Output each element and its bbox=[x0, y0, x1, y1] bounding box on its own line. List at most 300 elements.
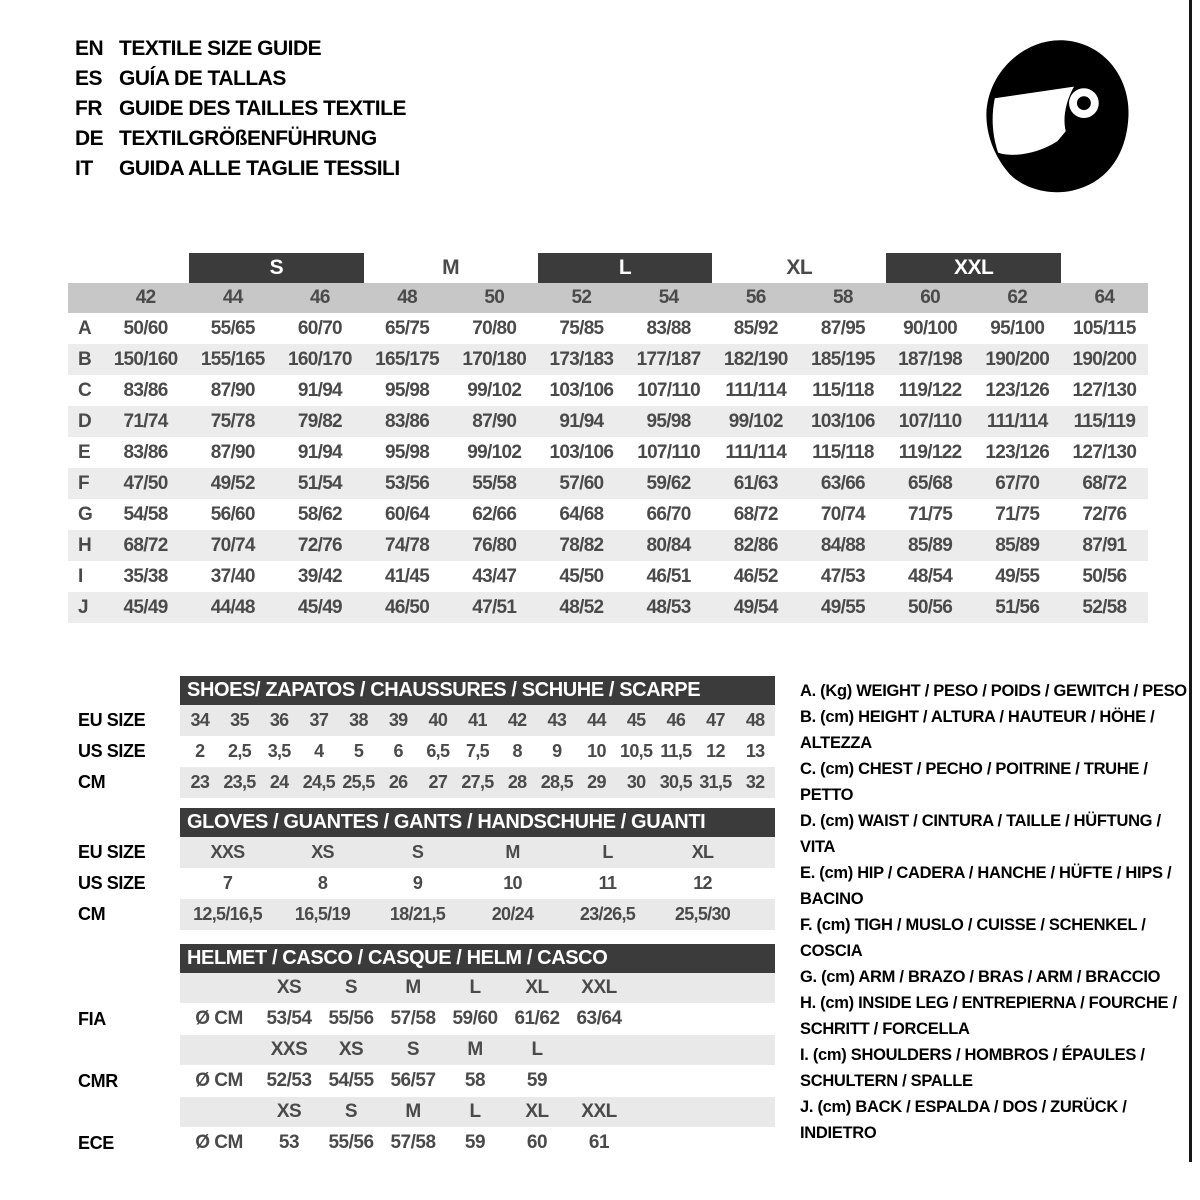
gloves-value: XXS bbox=[210, 842, 245, 862]
language-row bbox=[75, 94, 406, 124]
gloves-value: 8 bbox=[317, 873, 328, 893]
shoes-value: 2,5 bbox=[228, 741, 251, 761]
gloves-value: 23/26,5 bbox=[579, 904, 636, 924]
shoes-value: 25,5 bbox=[342, 772, 375, 792]
gloves-value: 18/21,5 bbox=[389, 904, 446, 924]
size-value: 68/72 bbox=[733, 503, 778, 525]
size-value: 91/94 bbox=[297, 379, 342, 401]
size-value: 127/130 bbox=[1072, 441, 1137, 463]
shoes-value: 30,5 bbox=[659, 772, 692, 792]
helmet-size: L bbox=[531, 1039, 543, 1060]
size-group-s: S bbox=[189, 253, 363, 283]
size-value: 50/60 bbox=[123, 317, 168, 339]
shoes-value: 47 bbox=[706, 710, 725, 730]
shoes-size-table bbox=[78, 676, 775, 798]
shoes-value: 46 bbox=[666, 710, 686, 730]
size-value: 187/198 bbox=[898, 348, 962, 370]
shoes-value: 27,5 bbox=[461, 772, 494, 792]
helmet-value: 53/54 bbox=[266, 1008, 312, 1029]
gloves-value: 12,5/16,5 bbox=[193, 904, 262, 924]
shoes-value: 12 bbox=[706, 741, 725, 761]
shoes-value: 42 bbox=[507, 710, 527, 730]
shoes-value: 36 bbox=[269, 710, 289, 730]
language-row bbox=[75, 34, 406, 64]
size-value: 68/72 bbox=[123, 534, 168, 556]
helmet-size: XL bbox=[525, 1101, 549, 1122]
size-number: 52 bbox=[571, 287, 592, 308]
helmet-value: 59/60 bbox=[452, 1008, 498, 1029]
size-value: 48/54 bbox=[908, 565, 953, 587]
helmet-value: 63/64 bbox=[576, 1008, 622, 1029]
size-number: 48 bbox=[397, 287, 417, 308]
helmet-value: 61 bbox=[588, 1132, 610, 1153]
size-value: 48/52 bbox=[559, 596, 604, 618]
size-value: 76/80 bbox=[472, 534, 517, 556]
shoes-value: 7,5 bbox=[466, 741, 489, 761]
textile-size-table bbox=[68, 253, 1148, 623]
shoes-value: 23 bbox=[190, 772, 210, 792]
size-value: 107/110 bbox=[637, 441, 700, 463]
size-value: 107/110 bbox=[637, 379, 700, 401]
size-value: 91/94 bbox=[297, 441, 342, 463]
size-number: 58 bbox=[833, 287, 853, 308]
size-value: 170/180 bbox=[462, 348, 527, 370]
helmet-value: 52/53 bbox=[266, 1070, 312, 1091]
language-title: TEXTILGRÖßENFÜHRUNG bbox=[119, 127, 377, 150]
language-row bbox=[75, 154, 406, 184]
legend-item: I. (cm) SHOULDERS / HOMBROS / ÉPAULES / SCHULTERN / SPALLE bbox=[800, 1046, 1145, 1090]
size-value: 44/48 bbox=[210, 596, 255, 618]
shoes-value: 37 bbox=[309, 710, 329, 730]
shoes-value: 44 bbox=[587, 710, 606, 730]
size-value: 119/122 bbox=[898, 379, 962, 401]
legend-item: C. (cm) CHEST / PECHO / POITRINE / TRUHE / PETTO bbox=[800, 760, 1148, 804]
measurement-row-b bbox=[68, 344, 1148, 375]
gloves-value: S bbox=[411, 842, 424, 862]
measurement-row-f bbox=[68, 468, 1148, 499]
size-value: 190/200 bbox=[1072, 348, 1137, 370]
shoes-value: 4 bbox=[314, 741, 324, 761]
size-value: 84/88 bbox=[820, 534, 865, 556]
size-value: 70/74 bbox=[820, 503, 865, 525]
size-value: 45/50 bbox=[559, 565, 604, 587]
helmet-size bbox=[568, 1035, 630, 1065]
size-number: 46 bbox=[310, 287, 330, 308]
size-group-m: M bbox=[442, 256, 460, 279]
size-value: 50/56 bbox=[908, 596, 953, 618]
size-value: 103/106 bbox=[549, 441, 614, 463]
helmet-value: 55/56 bbox=[328, 1008, 374, 1029]
language-code: FR bbox=[75, 97, 102, 120]
size-value: 46/50 bbox=[385, 596, 430, 618]
size-value: 50/56 bbox=[1082, 565, 1127, 587]
size-value: 60/64 bbox=[385, 503, 430, 525]
shoes-value: 45 bbox=[626, 710, 646, 730]
size-value: 87/90 bbox=[210, 379, 255, 401]
size-value: 127/130 bbox=[1072, 379, 1137, 401]
helmet-size: XS bbox=[338, 1039, 364, 1060]
size-value: 49/52 bbox=[210, 472, 255, 494]
helmet-sizes-row-ece bbox=[180, 1097, 775, 1127]
helmet-size: XXS bbox=[270, 1039, 308, 1060]
helmet-value: 53 bbox=[278, 1132, 300, 1153]
size-value: 111/114 bbox=[725, 441, 787, 463]
corner-spacer bbox=[68, 253, 102, 283]
measurement-row-e bbox=[68, 437, 1148, 468]
size-value: 190/200 bbox=[985, 348, 1050, 370]
size-number: 56 bbox=[745, 287, 766, 308]
size-value: 83/86 bbox=[123, 379, 168, 401]
size-number: 50 bbox=[484, 287, 505, 308]
shoes-value: 34 bbox=[190, 710, 210, 730]
gloves-value: L bbox=[602, 842, 613, 862]
shoes-value: 24 bbox=[269, 772, 289, 792]
size-value: 75/78 bbox=[210, 410, 255, 432]
size-value: 47/53 bbox=[820, 565, 865, 587]
size-value: 70/74 bbox=[210, 534, 255, 556]
size-value: 87/90 bbox=[472, 410, 517, 432]
measurement-row-j bbox=[68, 592, 1148, 623]
shoes-value: 9 bbox=[552, 741, 562, 761]
helmet-standard-label: FIA bbox=[78, 1008, 106, 1029]
helmet-size: XXL bbox=[581, 977, 617, 998]
size-number: 54 bbox=[658, 287, 679, 308]
measurement-row-c bbox=[68, 375, 1148, 406]
measurement-row-h bbox=[68, 530, 1148, 561]
size-value: 66/70 bbox=[646, 503, 691, 525]
size-value: 45/49 bbox=[123, 596, 168, 618]
language-code: DE bbox=[75, 127, 104, 150]
shoes-value: 5 bbox=[353, 741, 364, 761]
shoes-row bbox=[78, 736, 775, 767]
size-value: 67/70 bbox=[995, 472, 1040, 494]
shoes-row-label: EU SIZE bbox=[78, 710, 146, 730]
helmet-table-rows bbox=[78, 973, 775, 1159]
helmet-standard-label: ECE bbox=[78, 1132, 114, 1153]
gloves-value: 20/24 bbox=[491, 904, 534, 924]
shoes-value: 39 bbox=[388, 710, 408, 730]
row-label: G bbox=[78, 503, 93, 525]
size-value: 115/118 bbox=[812, 441, 874, 463]
shoes-value: 23,5 bbox=[223, 772, 256, 792]
size-value: 64/68 bbox=[559, 503, 604, 525]
size-value: 46/52 bbox=[733, 565, 778, 587]
row-label: D bbox=[78, 410, 92, 432]
gloves-row-label: US SIZE bbox=[78, 873, 146, 893]
size-value: 95/100 bbox=[990, 317, 1045, 339]
size-value: 53/56 bbox=[385, 472, 430, 494]
shoes-value: 32 bbox=[745, 772, 765, 792]
size-value: 56/60 bbox=[210, 503, 255, 525]
shoes-row bbox=[78, 705, 775, 736]
legend-item: F. (cm) TIGH / MUSLO / CUISSE / SCHENKEL / COSCIA bbox=[800, 916, 1146, 960]
size-value: 83/86 bbox=[385, 410, 430, 432]
size-value: 87/95 bbox=[820, 317, 865, 339]
size-value: 99/102 bbox=[467, 441, 522, 463]
size-value: 85/92 bbox=[733, 317, 778, 339]
size-value: 41/45 bbox=[385, 565, 430, 587]
row-label: F bbox=[78, 472, 90, 494]
row-label: B bbox=[78, 348, 92, 370]
legend-item: A. (Kg) WEIGHT / PESO / POIDS / GEWITCH / PESO bbox=[800, 682, 1187, 700]
size-value: 79/82 bbox=[297, 410, 342, 432]
helmet-size: L bbox=[469, 977, 481, 998]
shoes-value: 10,5 bbox=[620, 741, 653, 761]
measurement-row-a bbox=[68, 313, 1148, 344]
size-number: 62 bbox=[1007, 287, 1028, 308]
gloves-row-label: CM bbox=[78, 904, 106, 924]
language-code: EN bbox=[75, 37, 104, 60]
shoes-value: 3,5 bbox=[267, 741, 291, 761]
gloves-value: 12 bbox=[693, 873, 712, 893]
legend-item: J. (cm) BACK / ESPALDA / DOS / ZURÜCK / INDIETRO bbox=[800, 1098, 1127, 1142]
size-value: 65/75 bbox=[385, 317, 430, 339]
size-value: 85/89 bbox=[908, 534, 953, 556]
helmet-sizes-row-cmr bbox=[180, 1035, 775, 1065]
size-number: 60 bbox=[920, 287, 940, 308]
size-value: 155/165 bbox=[200, 348, 265, 370]
diameter-unit-label: Ø CM bbox=[195, 1008, 243, 1029]
helmet-size: M bbox=[405, 1101, 421, 1122]
size-value: 39/42 bbox=[297, 565, 342, 587]
shoes-value: 6 bbox=[393, 741, 403, 761]
size-group-xxl: XXL bbox=[886, 253, 1060, 283]
helmet-value: 57/58 bbox=[390, 1132, 436, 1153]
size-value: 115/119 bbox=[1073, 410, 1136, 432]
language-title: TEXTILE SIZE GUIDE bbox=[119, 37, 322, 60]
size-value: 37/40 bbox=[210, 565, 255, 587]
size-value: 61/63 bbox=[733, 472, 778, 494]
language-code: ES bbox=[75, 67, 103, 90]
size-value: 95/98 bbox=[385, 379, 430, 401]
size-value: 87/90 bbox=[210, 441, 255, 463]
measurement-row-i bbox=[68, 561, 1148, 592]
gloves-size-table bbox=[78, 808, 775, 930]
language-code: IT bbox=[75, 157, 93, 180]
size-value: 78/82 bbox=[559, 534, 604, 556]
helmet-value: 55/56 bbox=[328, 1132, 374, 1153]
gloves-value: 7 bbox=[222, 873, 233, 893]
row-label: E bbox=[78, 441, 91, 463]
size-value: 45/49 bbox=[297, 596, 342, 618]
language-row bbox=[75, 64, 406, 94]
size-number: 42 bbox=[135, 287, 156, 308]
size-value: 99/102 bbox=[728, 410, 783, 432]
size-value: 90/100 bbox=[903, 317, 958, 339]
diameter-unit-label: Ø CM bbox=[195, 1132, 243, 1153]
size-value: 51/56 bbox=[995, 596, 1040, 618]
size-value: 160/170 bbox=[288, 348, 352, 370]
measurement-legend bbox=[800, 678, 1200, 1146]
shoes-value: 24,5 bbox=[302, 772, 335, 792]
size-value: 107/110 bbox=[898, 410, 962, 432]
size-value: 63/66 bbox=[820, 472, 865, 494]
row-label-spacer bbox=[68, 283, 102, 313]
size-value: 185/195 bbox=[811, 348, 875, 370]
gloves-value: M bbox=[505, 842, 520, 862]
helmet-size: M bbox=[405, 977, 421, 998]
gloves-table-rows bbox=[78, 837, 775, 930]
helmet-standard-label: CMR bbox=[78, 1070, 118, 1091]
language-title: GUÍA DE TALLAS bbox=[119, 67, 286, 90]
shoes-value: 26 bbox=[388, 772, 408, 792]
language-row bbox=[75, 124, 406, 154]
shoes-value: 29 bbox=[587, 772, 606, 792]
gloves-table-title: GLOVES / GUANTES / GANTS / HANDSCHUHE / GUANTI bbox=[180, 808, 775, 837]
helmet-size: XS bbox=[276, 1101, 302, 1122]
size-value: 47/51 bbox=[472, 596, 517, 618]
unit-spacer bbox=[180, 973, 258, 1003]
shoes-value: 28,5 bbox=[540, 772, 573, 792]
size-value: 91/94 bbox=[559, 410, 604, 432]
size-value: 49/54 bbox=[733, 596, 778, 618]
helmet-size: XXL bbox=[581, 1101, 617, 1122]
size-value: 95/98 bbox=[385, 441, 430, 463]
helmet-value: 54/55 bbox=[328, 1070, 374, 1091]
size-value: 65/68 bbox=[908, 472, 953, 494]
helmet-values-row-cmr bbox=[78, 1065, 775, 1097]
size-value: 103/106 bbox=[811, 410, 875, 432]
gloves-value: XS bbox=[311, 842, 334, 862]
size-number: 44 bbox=[222, 287, 243, 308]
gloves-value: 11 bbox=[598, 873, 617, 893]
helmet-value: 60 bbox=[526, 1132, 548, 1153]
gloves-value: 9 bbox=[412, 873, 423, 893]
gloves-value: 16,5/19 bbox=[294, 904, 351, 924]
size-value: 48/53 bbox=[646, 596, 691, 618]
shoes-value: 27 bbox=[428, 772, 448, 792]
gloves-row bbox=[78, 868, 775, 899]
legend-item: D. (cm) WAIST / CINTURA / TAILLE / HÜFTUNG / VITA bbox=[800, 812, 1161, 856]
size-value: 111/114 bbox=[986, 410, 1048, 432]
helmet-size: XL bbox=[525, 977, 549, 998]
size-value: 71/74 bbox=[123, 410, 168, 432]
size-value: 71/75 bbox=[908, 503, 953, 525]
size-value: 182/190 bbox=[723, 348, 788, 370]
gloves-row bbox=[78, 899, 775, 930]
helmet-size: S bbox=[406, 1039, 420, 1060]
helmet-size: S bbox=[344, 977, 358, 998]
racing-helmet-icon bbox=[975, 33, 1140, 203]
shoes-value: 8 bbox=[512, 741, 522, 761]
helmet-value bbox=[568, 1065, 630, 1097]
measurement-row-d bbox=[68, 406, 1148, 437]
size-group-row bbox=[68, 253, 1148, 283]
language-title-list bbox=[75, 34, 406, 184]
size-group-l: L bbox=[538, 253, 712, 283]
measurement-row-g bbox=[68, 499, 1148, 530]
shoes-row bbox=[78, 767, 775, 798]
size-value: 49/55 bbox=[995, 565, 1040, 587]
size-value: 54/58 bbox=[123, 503, 168, 525]
shoes-value: 31,5 bbox=[699, 772, 732, 792]
size-value: 74/78 bbox=[385, 534, 430, 556]
gloves-row-label: EU SIZE bbox=[78, 842, 146, 862]
size-number: 64 bbox=[1094, 287, 1115, 308]
shoes-value: 43 bbox=[547, 710, 567, 730]
helmet-size: S bbox=[344, 1101, 358, 1122]
size-value: 119/122 bbox=[898, 441, 962, 463]
shoes-value: 10 bbox=[587, 741, 606, 761]
unit-spacer bbox=[180, 1097, 258, 1127]
shoes-value: 6,5 bbox=[426, 741, 450, 761]
size-value: 150/160 bbox=[113, 348, 178, 370]
shoes-row-label: CM bbox=[78, 772, 106, 792]
helmet-value: 57/58 bbox=[390, 1008, 436, 1029]
gloves-row bbox=[78, 837, 775, 868]
size-value: 72/76 bbox=[1082, 503, 1127, 525]
size-value: 123/126 bbox=[985, 441, 1050, 463]
diameter-unit-label: Ø CM bbox=[195, 1070, 243, 1091]
size-group-xl: XL bbox=[786, 256, 813, 279]
size-value: 99/102 bbox=[467, 379, 522, 401]
helmet-size-table bbox=[78, 944, 775, 1159]
size-value: 85/89 bbox=[995, 534, 1040, 556]
language-title: GUIDA ALLE TAGLIE TESSILI bbox=[119, 157, 400, 180]
size-value: 70/80 bbox=[472, 317, 517, 339]
size-value: 82/86 bbox=[733, 534, 778, 556]
shoes-value: 13 bbox=[745, 741, 765, 761]
shoes-value: 41 bbox=[468, 710, 487, 730]
shoes-table-title: SHOES/ ZAPATOS / CHAUSSURES / SCHUHE / SCARPE bbox=[180, 676, 775, 705]
helmet-values-row-fia bbox=[78, 1003, 775, 1035]
helmet-sizes-row-fia bbox=[180, 973, 775, 1003]
helmet-value: 59 bbox=[526, 1070, 548, 1091]
size-value: 62/66 bbox=[472, 503, 517, 525]
shoes-value: 38 bbox=[349, 710, 368, 730]
size-value: 177/187 bbox=[636, 348, 701, 370]
helmet-value: 61/62 bbox=[514, 1008, 560, 1029]
size-value: 105/115 bbox=[1073, 317, 1136, 339]
helmet-value: 58 bbox=[464, 1070, 486, 1091]
size-value: 47/50 bbox=[123, 472, 168, 494]
gloves-value: 10 bbox=[503, 873, 522, 893]
size-value: 75/85 bbox=[559, 317, 604, 339]
size-value: 49/55 bbox=[820, 596, 865, 618]
size-value: 58/62 bbox=[297, 503, 342, 525]
size-value: 35/38 bbox=[123, 565, 168, 587]
helmet-table-title: HELMET / CASCO / CASQUE / HELM / CASCO bbox=[180, 944, 775, 973]
size-value: 43/47 bbox=[472, 565, 517, 587]
helmet-size: L bbox=[469, 1101, 481, 1122]
legend-item: B. (cm) HEIGHT / ALTURA / HAUTEUR / HÖHE / ALTEZZA bbox=[800, 708, 1155, 752]
page-edge-line bbox=[1189, 0, 1192, 1162]
size-value: 71/75 bbox=[995, 503, 1040, 525]
size-value: 46/51 bbox=[646, 565, 691, 587]
size-value: 55/65 bbox=[210, 317, 255, 339]
row-label: A bbox=[78, 317, 92, 339]
row-label: C bbox=[78, 379, 92, 401]
shoes-value: 35 bbox=[230, 710, 249, 730]
size-number-row bbox=[68, 283, 1148, 313]
size-value: 52/58 bbox=[1082, 596, 1127, 618]
size-value: 72/76 bbox=[297, 534, 342, 556]
language-title: GUIDE DES TAILLES TEXTILE bbox=[119, 97, 406, 120]
size-value: 51/54 bbox=[297, 472, 342, 494]
shoes-value: 2 bbox=[195, 741, 205, 761]
size-value: 80/84 bbox=[646, 534, 691, 556]
gloves-value: 25,5/30 bbox=[674, 904, 731, 924]
shoes-table-rows bbox=[78, 705, 775, 798]
size-value: 123/126 bbox=[985, 379, 1050, 401]
shoes-value: 28 bbox=[507, 772, 527, 792]
size-value: 60/70 bbox=[297, 317, 342, 339]
row-label: I bbox=[78, 565, 84, 587]
size-value: 83/86 bbox=[123, 441, 168, 463]
size-value: 57/60 bbox=[559, 472, 604, 494]
size-value: 95/98 bbox=[646, 410, 691, 432]
shoes-value: 40 bbox=[428, 710, 448, 730]
